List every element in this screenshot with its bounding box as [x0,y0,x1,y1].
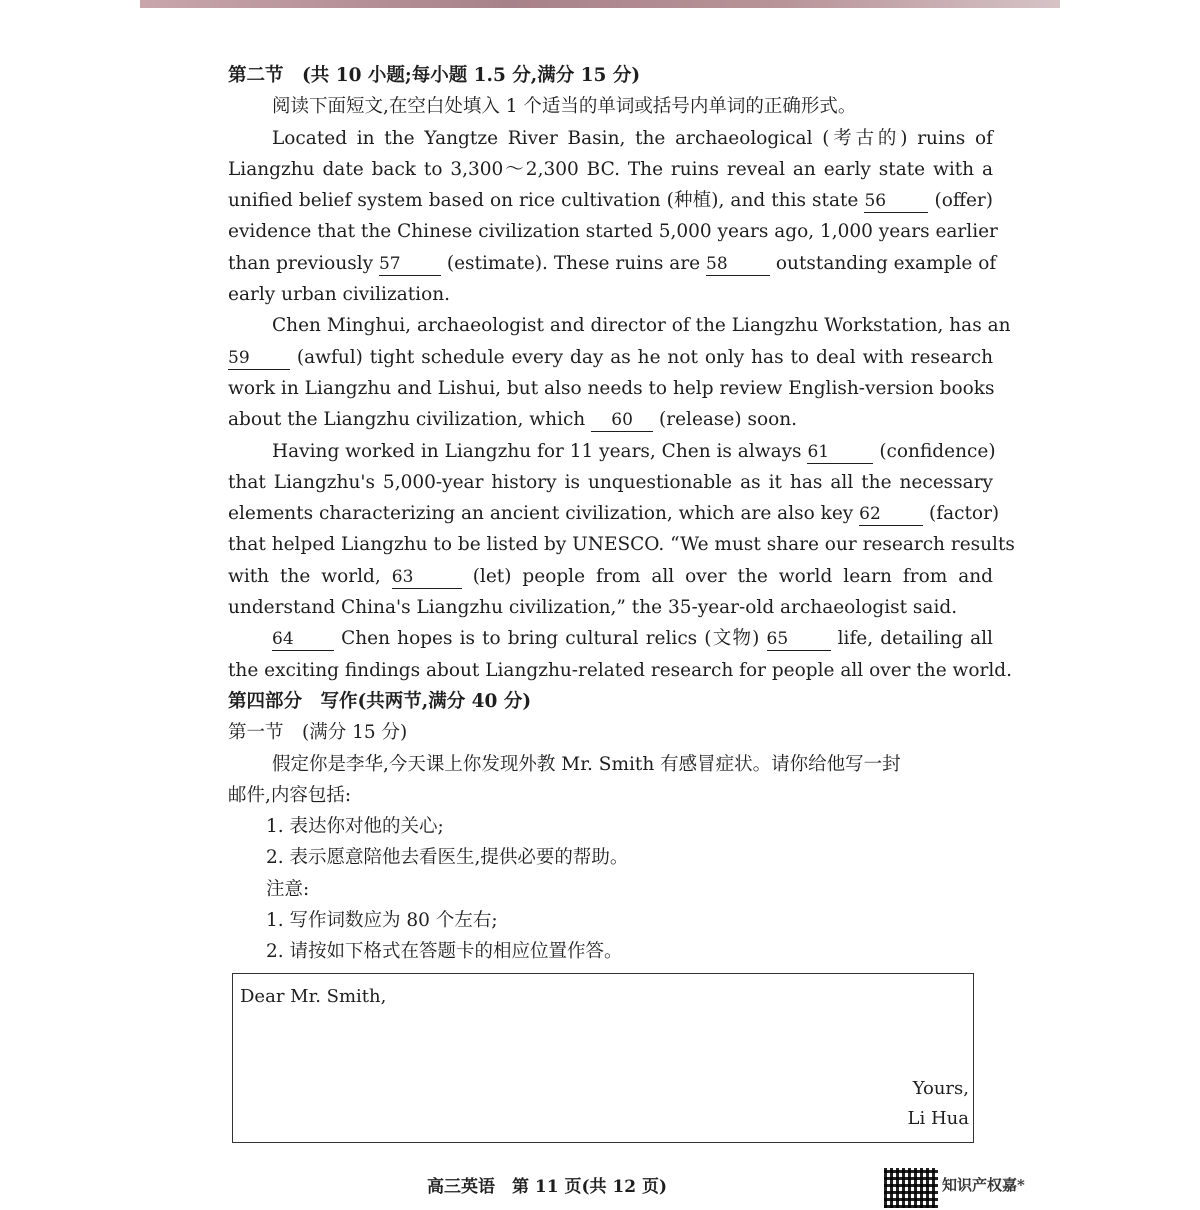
passage-text: Chen hopes is to bring cultural relics (文物) [341,628,760,650]
passage-line [228,185,993,216]
letter-signature: Li Hua [907,1108,969,1129]
copyright-watermark: 知识产权嘉* [942,1176,1025,1194]
writing-prompt: 邮件,内容包括: [228,784,352,806]
passage-text: (let) people from all over the world learn from and [472,565,993,587]
passage-text: (confidence) [879,440,996,462]
part-title: 第四部分 写作(共两节,满分 40 分) [228,690,532,712]
letter-answer-box [232,973,974,1143]
note-item: 2. 请按如下格式在答题卡的相应位置作答。 [266,941,623,963]
blank-65: 65 [767,628,831,651]
page-footer: 高三英语 第 11 页(共 12 页) [426,1177,668,1197]
passage-text: with the world, [228,565,381,587]
note-item: 1. 写作词数应为 80 个左右; [266,910,498,932]
passage-text: than previously [228,252,374,274]
blank-56: 56 [864,190,928,213]
passage-line [228,561,993,592]
passage-line: evidence that the Chinese civilization started 5,000 years ago, 1,000 years earlier [228,221,998,243]
passage-text: elements characterizing an ancient civilization, which are also key [228,503,854,525]
passage-text: about the Liangzhu civilization, which [228,409,586,431]
section-instruction: 阅读下面短文,在空白处填入 1 个适当的单词或括号内单词的正确形式。 [272,96,857,118]
section-title: 第一节 (满分 15 分) [228,722,408,744]
letter-closing: Yours, [912,1078,969,1099]
blank-63: 63 [392,566,462,589]
passage-text: (factor) [929,503,1000,525]
blank-60: 60 [591,409,653,432]
passage-line: Liangzhu date back to 3,300～2,300 BC. The ruins reveal an early state with a [228,158,993,180]
passage-text: outstanding example of [775,252,997,274]
passage-line: understand China's Liangzhu civilization,” the 35-year-old archaeologist said. [228,597,958,619]
passage-line [228,342,993,373]
blank-64: 64 [272,628,334,651]
writing-prompt: 假定你是李华,今天课上你发现外教 Mr. Smith 有感冒症状。请你给他写一封 [272,753,901,775]
passage-line [228,623,993,654]
passage-line: work in Liangzhu and Lishui, but also needs to help review English-version books [228,377,995,399]
blank-62: 62 [859,503,923,526]
prompt-item: 1. 表达你对他的关心; [266,816,444,838]
blank-59: 59 [228,347,290,370]
blank-58: 58 [706,253,770,276]
passage-text: Having worked in Liangzhu for 11 years, Chen is always [272,440,802,462]
blank-57: 57 [379,253,441,276]
passage-text: unified belief system based on rice cultivation (种植), and this state [228,190,859,212]
passage-line: that helped Liangzhu to be listed by UNESCO. “We must share our research results [228,534,1015,556]
passage-line: the exciting findings about Liangzhu-related research for people all over the world. [228,659,1013,681]
qr-code-icon [884,1168,938,1208]
passage-text: (awful) tight schedule every day as he not only has to deal with research [296,346,993,368]
passage-text: (estimate). These ruins are [446,252,701,274]
section-title: 第二节 (共 10 小题;每小题 1.5 分,满分 15 分) [228,65,641,86]
exam-page [228,60,1015,968]
letter-greeting: Dear Mr. Smith, [240,986,387,1007]
note-label: 注意: [266,878,310,900]
top-decorative-strip [140,0,1060,8]
passage-text: life, detailing all [837,628,993,650]
passage-line [228,248,997,279]
passage-line: Located in the Yangtze River Basin, the archaeological (考古的) ruins of [272,127,993,149]
passage-text: (release) soon. [659,409,798,431]
passage-line: Chen Minghui, archaeologist and director of the Liangzhu Workstation, has an [272,315,1011,337]
passage-text: (offer) [934,190,993,212]
passage-line [228,436,996,467]
passage-line: that Liangzhu's 5,000-year history is unquestionable as it has all the necessary [228,471,993,493]
passage-line [228,498,1000,529]
passage-line [228,404,993,435]
passage-line: early urban civilization. [228,284,451,306]
prompt-item: 2. 表示愿意陪他去看医生,提供必要的帮助。 [266,847,629,869]
blank-61: 61 [807,441,873,464]
